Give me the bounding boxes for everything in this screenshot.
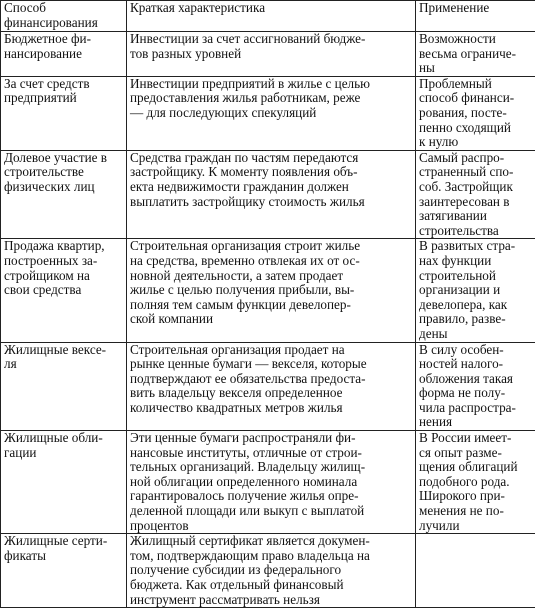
- cell-application: Самый распро- страненный спо- соб. Застройщик заинтересован в затягивании строительства: [416, 150, 535, 239]
- header-method: Способ финансирования: [1, 1, 127, 32]
- cell-description: Инвестиции за счет ассигнований бюдже- тов разных уровней: [127, 32, 416, 77]
- table-row: [1, 76, 535, 150]
- cell-method: Долевое участие в строительстве физических лиц: [1, 150, 127, 239]
- table-row: [1, 431, 535, 534]
- cell-method: Жилищные обли- гации: [1, 431, 127, 534]
- table-header-row: [1, 1, 535, 32]
- cell-method: Жилищные вексе- ля: [1, 342, 127, 431]
- table-row: [1, 239, 535, 342]
- cell-method: За счет средств предприятий: [1, 76, 127, 150]
- cell-description: Эти ценные бумаги распространяли фи- нансовые институты, отличные от строи- тельных организаций. Владельцу жилищ- ной облигации определенного номинала гарантировалось получение жилья опре- деленной площади или выкуп с выплатой процентов: [127, 431, 416, 534]
- cell-application: Проблемный способ финанси- рования, посте- пенно сходящий к нулю: [416, 76, 535, 150]
- header-application: Применение: [416, 1, 535, 32]
- cell-method: Жилищные серти- фикаты: [1, 534, 127, 608]
- cell-description: Инвестиции предприятий в жилье с целью предоставления жилья работникам, реже — для последующих спекуляций: [127, 76, 416, 150]
- cell-description: Строительная организация продает на рынке ценные бумаги — векселя, которые подтверждают ее обязательства предоста- вить владельцу векселя определенное количество квадратных метров жилья: [127, 342, 416, 431]
- cell-application: В России имеет- ся опыт разме- щения облигаций подобного рода. Широкого при- менения не по- лучили: [416, 431, 535, 534]
- table-row: [1, 32, 535, 77]
- cell-application: Возможности весьма ограниче- ны: [416, 32, 535, 77]
- header-description: Краткая характеристика: [127, 1, 416, 32]
- cell-description: Средства граждан по частям передаются застройщику. К моменту появления объ- екта недвижимости гражданин должен выплатить застройщику стоимость жилья: [127, 150, 416, 239]
- cell-description: Строительная организация строит жилье на средства, временно отвлекая их от ос- новной деятельности, а затем продает жилье с целью получения прибыли, вы- полняя тем самым функции девелопер- ской компании: [127, 239, 416, 342]
- cell-description: Жилищный сертификат является докумен- том, подтверждающим право владельца на получение субсидии из федерального бюджета. Как отдельный финансовый инструмент рассматривать нельзя: [127, 534, 416, 608]
- cell-method: Бюджетное фи- нансирование: [1, 32, 127, 77]
- cell-application: В развитых стра- нах функции строительной организации и девелопера, как правило, разве- дены: [416, 239, 535, 342]
- cell-application: В силу особен- ностей налого- обложения такая форма не полу- чила распростра- нения: [416, 342, 535, 431]
- table-row: [1, 342, 535, 431]
- table-row: [1, 150, 535, 239]
- cell-method: Продажа квартир, построенных за- стройщиком на свои средства: [1, 239, 127, 342]
